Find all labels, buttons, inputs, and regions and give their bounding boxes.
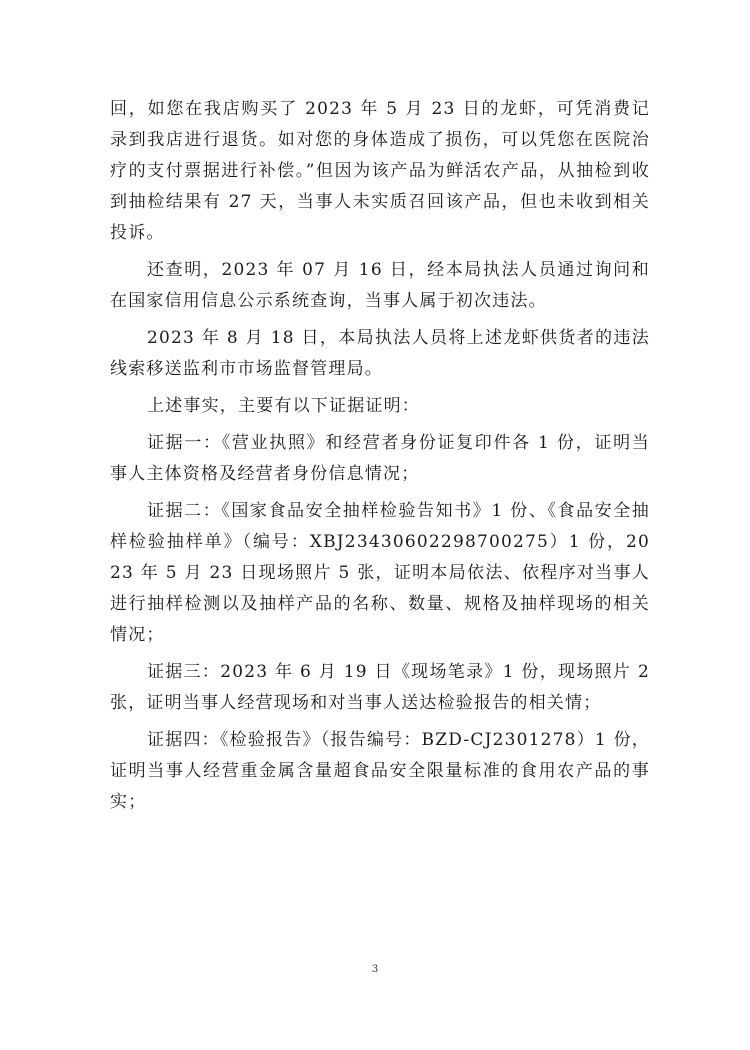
paragraph-evidence-2: 证据二：《国家食品安全抽样检验告知书》1 份、《食品安全抽样检验抽样单》（编号：XBJ23430602298700275）1 份，2023 年 5 月 23 日现场照片 5 张，证明本局依法、依程序对当事人进行抽样检测以及抽样产品的名称、数量、规格及抽样现场的相关情况； bbox=[110, 501, 650, 645]
paragraph-evidence-1: 证据一：《营业执照》和经营者身份证复印件各 1 份，证明当事人主体资格及经营者身份信息情况； bbox=[110, 433, 650, 484]
document-body bbox=[110, 94, 650, 818]
paragraph-evidence-intro: 上述事实，主要有以下证据证明： bbox=[147, 396, 420, 416]
paragraph-evidence-4: 证据四：《检验报告》（报告编号：BZD-CJ2301278）1 份，证明当事人经营重金属含量超食品安全限量标准的食用农产品的事实； bbox=[110, 730, 650, 812]
page-number: 3 bbox=[371, 964, 379, 975]
paragraph-continuation: 回，如您在我店购买了 2023 年 5 月 23 日的龙虾，可凭消费记录到我店进行退货。如对您的身体造成了损伤，可以凭您在医院治疗的支付票据进行补偿。”但因为该产品为鲜活农产品，从抽检到收到抽检结果有 27 天，当事人未实质召回该产品，但也未收到相关投诉。 bbox=[110, 99, 650, 243]
paragraph-referral: 2023 年 8 月 18 日，本局执法人员将上述龙虾供货者的违法线索移送监利市市场监督管理局。 bbox=[110, 328, 650, 379]
paragraph-evidence-3: 证据三：2023 年 6 月 19 日《现场笔录》1 份，现场照片 2 张，证明当事人经营现场和对当事人送达检验报告的相关情； bbox=[110, 662, 650, 713]
paragraph-further-finding: 还查明，2023 年 07 月 16 日，经本局执法人员通过询问和在国家信用信息公示系统查询，当事人属于初次违法。 bbox=[110, 260, 650, 311]
